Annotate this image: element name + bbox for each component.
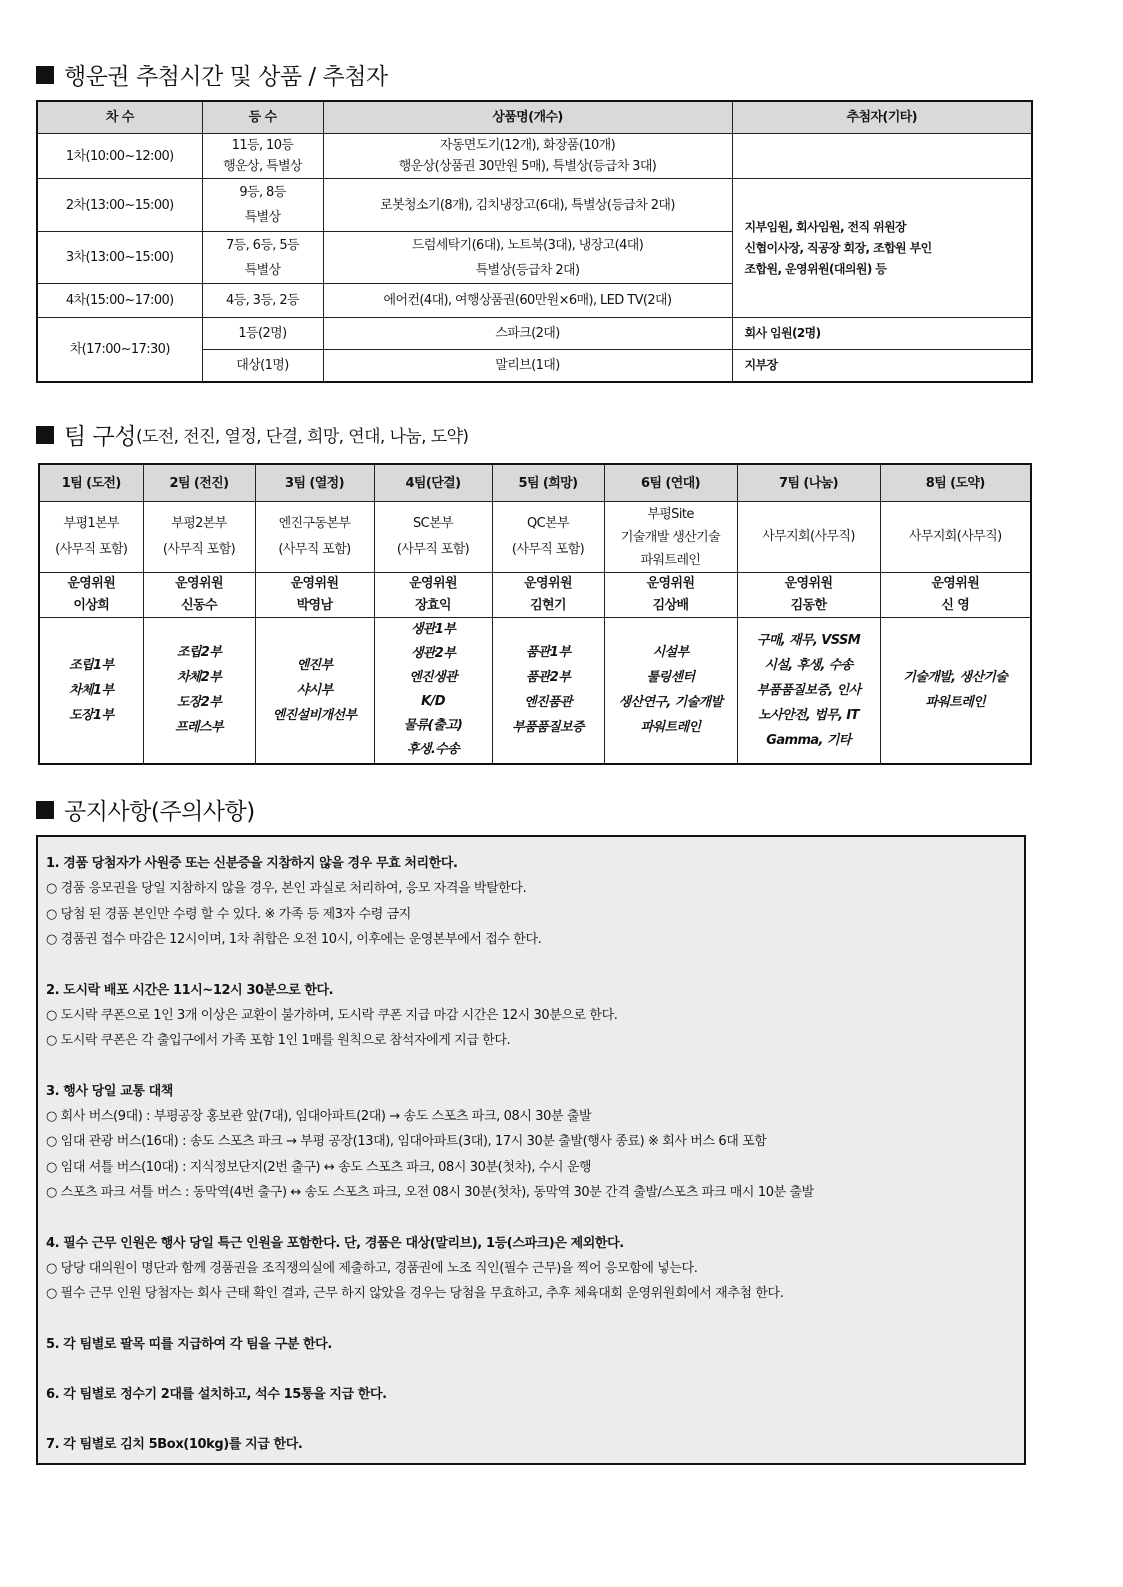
- square-bullet-icon: [36, 801, 54, 819]
- cell-text: 엔진품관: [524, 695, 572, 711]
- cell-text: 김상배: [652, 598, 689, 613]
- cell-text: 구매, 재무, VSSM: [756, 632, 861, 648]
- notice-heading: 3. 행사 당일 교통 대책: [46, 1083, 173, 1099]
- square-bullet-icon: [36, 426, 54, 444]
- cell-text: 로봇청소기(8개), 김치냉장고(6대), 특별상(등급차 2대): [380, 197, 675, 213]
- prize-cell: [323, 134, 732, 179]
- department-cell: [39, 618, 143, 764]
- cell-text: 생관2부: [410, 646, 456, 662]
- round-cell: 4차(15:00~17:00): [37, 284, 202, 318]
- section-team-title: [36, 418, 468, 451]
- notice-item: ○ 당첨 된 경품 본인만 수령 할 수 있다. ※ 가족 등 제3자 수령 금지: [46, 906, 411, 922]
- notice-box: [36, 835, 1026, 1465]
- committee-cell: [604, 573, 737, 618]
- grade-cell: 대상(1명): [202, 350, 323, 382]
- cell-text: (사무직 포함): [162, 542, 236, 557]
- cell-text: 박영남: [296, 598, 333, 613]
- header-cell: 상품명(개수): [323, 101, 732, 134]
- notice-item: ○ 도시락 쿠폰은 각 출입구에서 가족 포함 1인 1매를 원칙으로 참석자에게 지급 한다.: [46, 1033, 511, 1048]
- department-cell: [255, 618, 374, 764]
- cell-text: 지부임원, 회사임원, 전직 위원장: [744, 219, 907, 234]
- notice-heading: 4. 필수 근무 인원은 행사 당일 특근 인원을 포함한다. 단, 경품은 대상(말리브), 1등(스파크)은 제외한다.: [46, 1235, 624, 1251]
- notice-item: ○ 경품 응모권을 당일 지참하지 않을 경우, 본인 과실로 처리하여, 응모 자격을 박탈한다.: [46, 881, 527, 896]
- header-cell: 등 수: [202, 101, 323, 134]
- square-bullet-icon: [36, 66, 54, 84]
- cell-text: (사무직 포함): [396, 542, 470, 557]
- notice-heading: 5. 각 팀별로 팔목 띠를 지급하여 각 팀을 구분 한다.: [46, 1336, 332, 1352]
- cell-text: 이상희: [73, 598, 110, 613]
- cell-text: 생산연구, 기술개발: [618, 695, 723, 711]
- notice-heading: 7. 각 팀별로 김치 5Box(10kg)를 지급 한다.: [46, 1436, 303, 1452]
- cell-text: 신 영: [941, 598, 970, 613]
- division-cell: [604, 502, 737, 573]
- section-title-text: 공지사항(주의사항): [64, 799, 255, 825]
- team-header-row: [39, 464, 1031, 502]
- cell-text: 품관2부: [525, 670, 571, 686]
- notice-group: [46, 1079, 1014, 1206]
- cell-text: QC본부: [526, 516, 570, 531]
- cell-text: 시설, 후생, 수송: [764, 657, 853, 673]
- section-subtitle: (도전, 전진, 열정, 단결, 희망, 연대, 나눔, 도약): [135, 427, 469, 447]
- cell-text: 툴링센터: [646, 670, 695, 686]
- division-cell: [39, 502, 143, 573]
- table-header-row: [37, 101, 1032, 134]
- prize-cell: 에어컨(4대), 여행상품권(60만원×6매), LED TV(2대): [323, 284, 732, 318]
- cell-text: 엔진구동본부: [278, 516, 351, 531]
- cell-text: 7등, 6등, 5등: [225, 237, 300, 253]
- cell-text: 자동면도기(12개), 화장품(10개): [439, 138, 616, 153]
- cell-text: SC본부: [412, 516, 454, 531]
- cell-text: 운영위원: [524, 576, 572, 591]
- committee-cell: [39, 573, 143, 618]
- committee-cell: [255, 573, 374, 618]
- cell-text: 9등, 8등: [239, 185, 286, 200]
- committee-row: [39, 573, 1031, 618]
- cell-text: 도장1부: [69, 707, 114, 723]
- committee-cell: [374, 573, 492, 618]
- cell-text: K/D: [421, 694, 445, 710]
- notice-heading: 1. 경품 당첨자가 사원증 또는 신분증을 지참하지 않을 경우 무효 처리한다.: [46, 856, 458, 871]
- cell-text: (사무직 포함): [278, 542, 351, 557]
- team-header-cell: 1팀 (도전): [39, 464, 143, 502]
- notice-item: ○ 당당 대의원이 명단과 함께 경품권을 조직쟁의실에 제출하고, 경품권에 노조 직인(필수 근무)을 찍어 응모함에 넣는다.: [46, 1260, 698, 1276]
- lottery-table: [36, 100, 1033, 383]
- table-row: [37, 318, 1032, 350]
- section-notice-title: [36, 793, 255, 826]
- cell-text: 김현기: [530, 598, 566, 613]
- cell-text: 샤시부: [296, 682, 333, 698]
- cell-text: 차체2부: [176, 670, 222, 686]
- cell-text: 파워트레인: [640, 552, 701, 568]
- committee-cell: [737, 573, 880, 618]
- cell-text: 운영위원: [290, 576, 339, 591]
- department-row: [39, 618, 1031, 764]
- table-row: [37, 179, 1032, 232]
- header-cell: 추첨자(기타): [732, 101, 1032, 134]
- cell-text: 운영위원: [931, 576, 980, 591]
- cell-text: 차체1부: [69, 682, 114, 698]
- cell-text: 부품품질보증, 인사: [756, 682, 861, 698]
- cell-text: 행운상(상품권 30만원 5매), 특별상(등급차 3대): [398, 159, 657, 174]
- notice-item: ○ 경품권 접수 마감은 12시이며, 1차 취합은 오전 10시, 이후에는 운영본부에서 접수 한다.: [46, 932, 542, 947]
- notice-item: ○ 필수 근무 인원 당첨자는 회사 근태 확인 결과, 근무 하지 않았을 경우는 당첨을 무효하고, 추후 체육대회 운영위원회에서 재추첨 한다.: [46, 1286, 784, 1301]
- division-row: [39, 502, 1031, 573]
- cell-text: 프레스부: [175, 720, 223, 736]
- department-cell: [143, 618, 255, 764]
- cell-text: 운영위원: [67, 576, 116, 591]
- prize-cell: 스파크(2대): [323, 318, 732, 350]
- grade-cell: [202, 179, 323, 232]
- cell-text: 신동수: [181, 598, 217, 613]
- cell-text: 부품품질보증: [512, 720, 584, 736]
- cell-text: 기술개발, 생산기술: [903, 670, 1008, 686]
- committee-cell: [492, 573, 604, 618]
- team-header-cell: 5팀 (희망): [492, 464, 604, 502]
- prize-cell: [323, 179, 732, 232]
- cell-text: 행운상, 특별상: [223, 159, 302, 174]
- notice-item: ○ 스포츠 파크 셔틀 버스 : 동막역(4번 출구) ↔ 송도 스포츠 파크, 오전 08시 30분(첫차), 동막역 30분 간격 출발/스포츠 파크 매시 10분 출발: [46, 1185, 814, 1200]
- cell-text: 부평Site: [647, 506, 694, 522]
- section-title-text: 행운권 추첨시간 및 상품 / 추첨자: [64, 64, 388, 90]
- team-header-cell: 4팀(단결): [374, 464, 492, 502]
- cell-text: 특별상: [244, 262, 281, 278]
- cell-text: 드럼세탁기(6대), 노트북(3대), 냉장고(4대): [411, 237, 644, 253]
- cell-text: (사무직 포함): [511, 542, 585, 557]
- cell-text: 운영위원: [784, 576, 833, 591]
- cell-text: 신협이사장, 직공장 회장, 조합원 부인: [744, 240, 932, 255]
- round-cell: 2차(13:00~15:00): [37, 179, 202, 232]
- notice-group: [46, 1382, 1014, 1407]
- notice-item: ○ 회사 버스(9대) : 부평공장 홍보관 앞(7대), 임대아파트(2대) → 송도 스포츠 파크, 08시 30분 출발: [46, 1108, 592, 1124]
- department-cell: [374, 618, 492, 764]
- drawer-cell: 회사 임원(2명): [732, 318, 1032, 350]
- cell-text: 사무지회(사무직): [762, 529, 855, 544]
- drawer-merged-cell: [732, 179, 1032, 318]
- division-cell: [492, 502, 604, 573]
- notice-group: [46, 1432, 1014, 1457]
- cell-text: 파워트레인: [640, 720, 701, 736]
- cell-text: 특별상: [244, 210, 281, 225]
- department-cell: [604, 618, 737, 764]
- division-cell: [255, 502, 374, 573]
- cell-text: 도장2부: [176, 695, 222, 711]
- round-cell: 차(17:00~17:30): [37, 318, 202, 382]
- cell-text: 사무지회(사무직): [908, 529, 1002, 544]
- section-lottery-title: [36, 58, 388, 91]
- cell-text: 생관1부: [410, 622, 456, 638]
- cell-text: Gamma, 기타: [766, 732, 851, 748]
- cell-text: 조립1부: [69, 657, 114, 673]
- grade-cell: 1등(2명): [202, 318, 323, 350]
- division-cell: [143, 502, 255, 573]
- cell-text: 기술개발 생산기술: [620, 529, 721, 545]
- department-cell: [737, 618, 880, 764]
- cell-text: 조합원, 운영위원(대의원) 등: [744, 261, 887, 276]
- division-cell: [737, 502, 880, 573]
- notice-group: [46, 851, 1014, 953]
- cell-text: 엔진생관: [409, 670, 457, 686]
- cell-text: 장효익: [415, 598, 451, 613]
- cell-text: 운영위원: [646, 576, 695, 591]
- cell-text: 운영위원: [175, 576, 223, 591]
- cell-text: 품관1부: [525, 645, 571, 661]
- drawer-cell: 지부장: [732, 350, 1032, 382]
- team-header-cell: 6팀 (연대): [604, 464, 737, 502]
- department-cell: [492, 618, 604, 764]
- cell-text: 11등, 10등: [231, 138, 294, 153]
- cell-text: 노사안전, 법무, IT: [758, 707, 859, 723]
- cell-text: 후생.수송: [406, 742, 460, 758]
- grade-cell: 4등, 3등, 2등: [202, 284, 323, 318]
- round-cell: 3차(13:00~15:00): [37, 232, 202, 284]
- round-cell: 1차(10:00~12:00): [37, 134, 202, 179]
- team-header-cell: 2팀 (전진): [143, 464, 255, 502]
- notice-heading: 6. 각 팀별로 정수기 2대를 설치하고, 석수 15통을 지급 한다.: [46, 1386, 387, 1402]
- division-cell: [374, 502, 492, 573]
- team-header-cell: 7팀 (나눔): [737, 464, 880, 502]
- notice-item: ○ 도시락 쿠폰으로 1인 3개 이상은 교환이 불가하며, 도시락 쿠폰 지급 마감 시간은 12시 30분으로 한다.: [46, 1007, 618, 1023]
- committee-cell: [880, 573, 1031, 618]
- grade-cell: [202, 232, 323, 284]
- department-cell: [880, 618, 1031, 764]
- notice-heading: 2. 도시락 배포 시간은 11시~12시 30분으로 한다.: [46, 982, 334, 998]
- cell-text: (사무직 포함): [55, 542, 128, 557]
- cell-text: 김동한: [790, 598, 827, 613]
- drawer-cell: [732, 134, 1032, 179]
- header-cell: 차 수: [37, 101, 202, 134]
- team-header-cell: 3팀 (열정): [255, 464, 374, 502]
- notice-group: [46, 978, 1014, 1054]
- cell-text: 특별상(등급차 2대): [475, 262, 580, 278]
- notice-group: [46, 1231, 1014, 1307]
- cell-text: 부평1본부: [63, 516, 119, 531]
- division-cell: [880, 502, 1031, 573]
- notice-item: ○ 임대 셔틀 버스(10대) : 지식정보단지(2번 출구) ↔ 송도 스포츠 파크, 08시 30분(첫차), 수시 운행: [46, 1159, 592, 1175]
- team-header-cell: 8팀 (도약): [880, 464, 1031, 502]
- grade-cell: [202, 134, 323, 179]
- committee-cell: [143, 573, 255, 618]
- cell-text: 엔진설비개선부: [272, 707, 357, 723]
- cell-text: 물류(출고): [403, 718, 463, 734]
- cell-text: 엔진부: [296, 657, 333, 673]
- cell-text: 조립2부: [176, 645, 222, 661]
- prize-cell: [323, 232, 732, 284]
- table-row: [37, 134, 1032, 179]
- cell-text: 시설부: [652, 645, 689, 661]
- section-title-text: 팀 구성: [64, 424, 136, 450]
- cell-text: 파워트레인: [925, 695, 986, 711]
- prize-cell: 말리브(1대): [323, 350, 732, 382]
- cell-text: 운영위원: [409, 576, 457, 591]
- team-table: [38, 463, 1032, 765]
- cell-text: 부평2본부: [171, 516, 227, 531]
- notice-item: ○ 임대 관광 버스(16대) : 송도 스포츠 파크 → 부평 공장(13대), 임대아파트(3대), 17시 30분 출발(행사 종료) ※ 회사 버스 6대 포함: [46, 1134, 767, 1149]
- notice-group: [46, 1332, 1014, 1357]
